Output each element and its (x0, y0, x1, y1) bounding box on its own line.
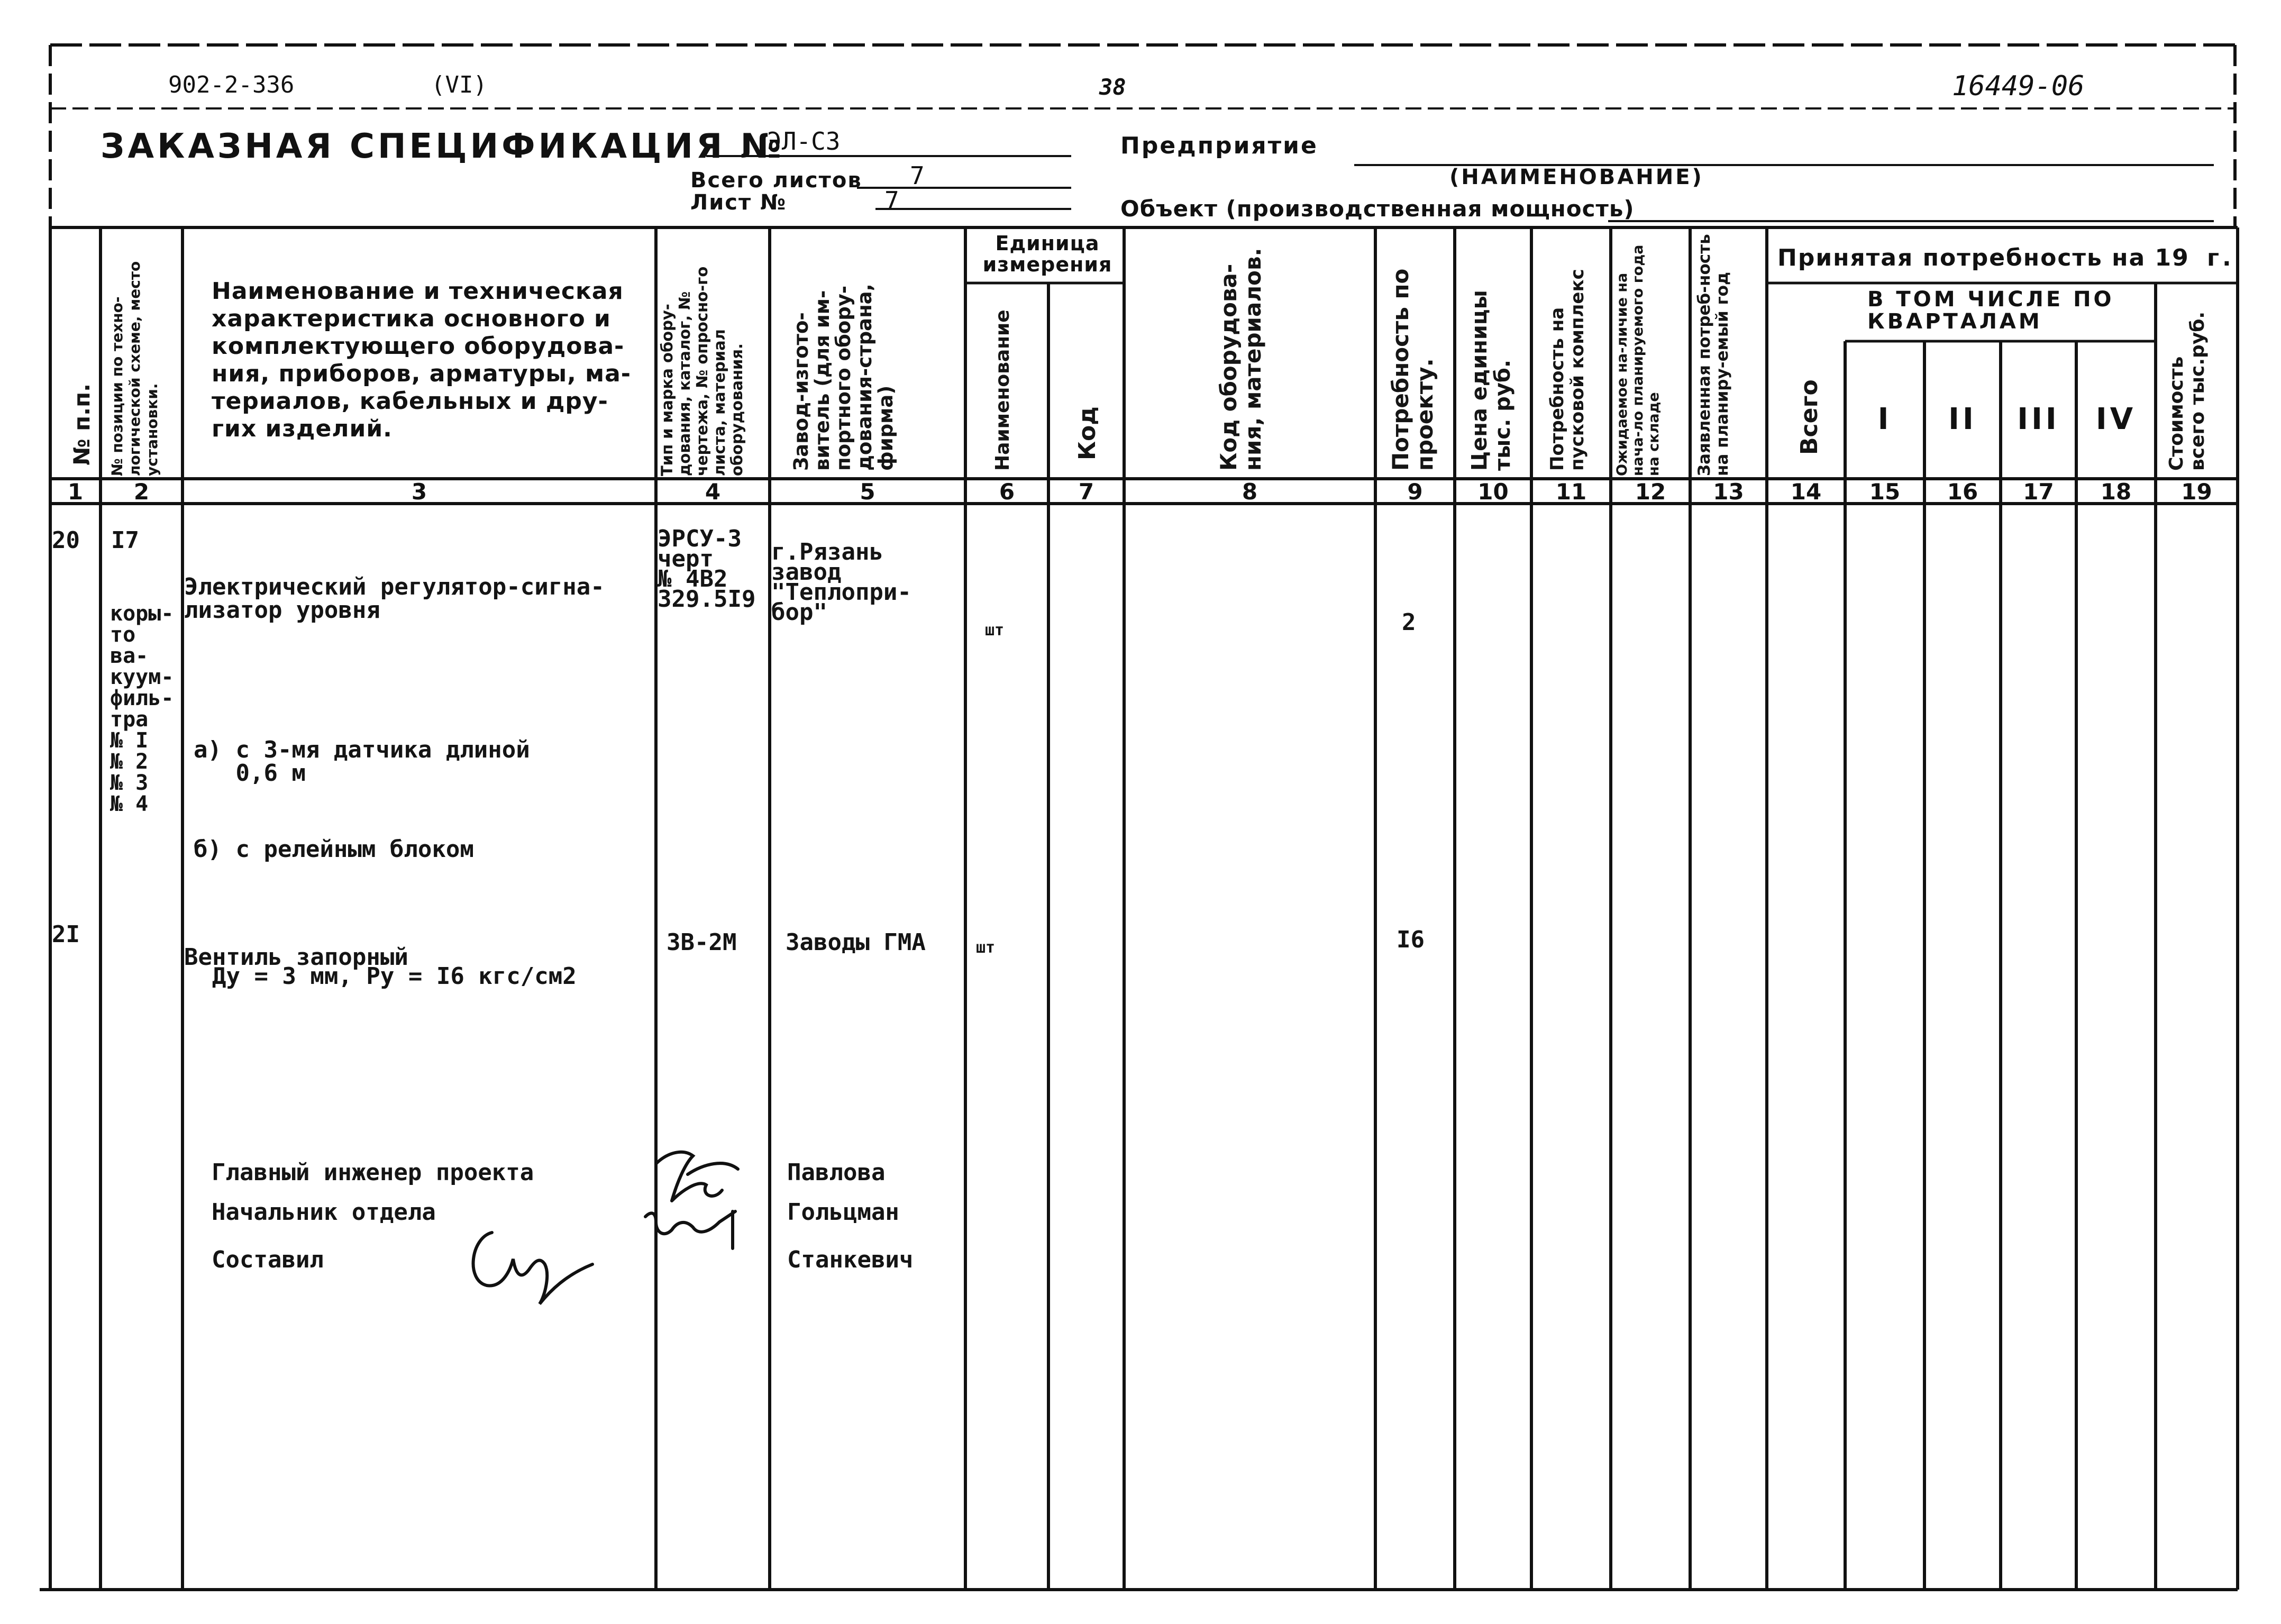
col-number-16: 16 (1947, 479, 1978, 505)
col14-header: Всего (1796, 379, 1823, 455)
col13-header: Заявленная потреб-ность на планиру-емый год (1695, 234, 1732, 476)
col-number-8: 8 (1242, 479, 1258, 505)
col-number-10: 10 (1477, 479, 1509, 505)
col15-header: I (1877, 402, 1892, 436)
row-21-need: I6 (1397, 926, 1425, 953)
col-number-15: 15 (1869, 479, 1901, 505)
doc-code: 902-2-336 (168, 71, 295, 98)
col18-header: IV (2095, 402, 2137, 436)
accepted-need-header: Принятая потребность на 19 (1777, 244, 2189, 271)
col12-header: Ожидаемое на-личие на нача-ло планируемого года на складе (1614, 244, 1662, 476)
col-number-6: 6 (999, 479, 1015, 505)
inventory-number: 16449-06 (1952, 70, 2085, 102)
col11-header: Потребность на пусковой комплекс (1547, 269, 1588, 471)
row-20-number: 20 (52, 527, 80, 554)
col-number-13: 13 (1713, 479, 1744, 505)
page-number: 38 (1099, 74, 1126, 100)
col7-header: Код (1074, 406, 1101, 460)
col-number-11: 11 (1555, 479, 1587, 505)
col-number-3: 3 (411, 479, 427, 505)
enterprise-label: Предприятие (1120, 132, 1318, 159)
chief-engineer-label: Главный инженер проекта (212, 1159, 534, 1186)
col-number-1: 1 (67, 479, 84, 505)
col8-header: Код оборудова-ния, материалов. (1216, 248, 1266, 471)
row-21-unit: шт (976, 938, 996, 957)
row-21-number: 2I (52, 921, 80, 948)
object-label: Объект (производственная мощность) (1120, 196, 1635, 222)
accepted-need-year-suffix: г. (2207, 244, 2234, 271)
row-20-type: ЭРСУ-3 черт № 4В2 329.5I9 (658, 525, 756, 613)
row-21-maker: Заводы ГМА (786, 929, 926, 956)
col16-header: II (1948, 402, 1977, 436)
col-number-12: 12 (1635, 479, 1666, 505)
row-20-need: 2 (1402, 609, 1416, 636)
spec-number: ЭЛ-СЗ (767, 127, 841, 156)
sheet-label: Лист № (690, 190, 787, 215)
row-20-position: I7 (111, 527, 139, 554)
col-number-5: 5 (860, 479, 875, 505)
col-number-9: 9 (1407, 479, 1423, 505)
col3-header: Наименование и техническая характеристика основного и комплектующего оборудова-ния, приборов, арматуры, ма-териалов, кабельных и дру-гих изделий. (212, 278, 632, 442)
col-number-2: 2 (133, 479, 150, 505)
head-dept-label: Начальник отдела (212, 1199, 436, 1226)
sheets-total: 7 (910, 161, 925, 190)
row-20-maker: г.Рязань завод "Теплопри- бор" (771, 539, 911, 626)
col-number-17: 17 (2023, 479, 2054, 505)
col-number-14: 14 (1790, 479, 1822, 505)
col6-header: Наименование (992, 309, 1014, 471)
compiled-name: Станкевич (787, 1246, 914, 1273)
head-dept-name: Гольцман (787, 1199, 899, 1226)
sheets-total-label: Всего листов (690, 168, 862, 193)
col5-header: Завод-изгото-витель (для им-портного обору-дования-страна, фирма) (790, 284, 897, 471)
row-20-name: Электрический регулятор-сигна- лизатор уровня а) с 3-мя датчика длиной 0,6 м б) с релейным блоком (184, 573, 605, 863)
col1-header: № п.п. (69, 383, 95, 466)
unit-group-header: Единица измерения (982, 232, 1112, 276)
row-20-position-place: коры- то ва- куум- филь- тра № I № 2 № 3 № 4 (110, 601, 174, 816)
col17-header: III (2017, 402, 2060, 436)
signature-compiled (460, 1211, 608, 1317)
spec-title: ЗАКАЗНАЯ СПЕЦИФИКАЦИЯ № (101, 127, 784, 166)
col-number-19: 19 (2181, 479, 2212, 505)
col19-header: Стоимость всего тыс.руб. (2166, 311, 2209, 471)
sheet-number: 7 (884, 186, 899, 215)
col4-header: Тип и марка обору-дования, каталог, № чертежа, № опросно-го листа, материал оборудования. (658, 266, 746, 476)
volume-label: (VI) (431, 71, 487, 98)
col10-header: Цена единицы тыс. руб. (1467, 290, 1515, 471)
row-21-type: ЗВ-2М (667, 929, 737, 956)
chief-engineer-name: Павлова (787, 1159, 886, 1186)
row-20-unit: шт (985, 621, 1005, 640)
quarters-group-header: В ТОМ ЧИСЛЕ ПО КВАРТАЛАМ (1867, 287, 2114, 334)
compiled-label: Составил (212, 1246, 324, 1273)
col2-header: № позиции по техно-логической схеме, место установки. (108, 261, 161, 476)
col-number-7: 7 (1078, 479, 1094, 505)
col-number-4: 4 (705, 479, 721, 505)
row-21-name: Вентиль запорный Ду = 3 мм, Ру = I6 кгс/см2 (184, 944, 577, 990)
signature-chief-engineer (635, 1132, 756, 1259)
col9-header: Потребность по проекту. (1388, 268, 1438, 471)
naimenovanie-label: (НАИМЕНОВАНИЕ) (1449, 165, 1704, 189)
col-number-18: 18 (2100, 479, 2132, 505)
